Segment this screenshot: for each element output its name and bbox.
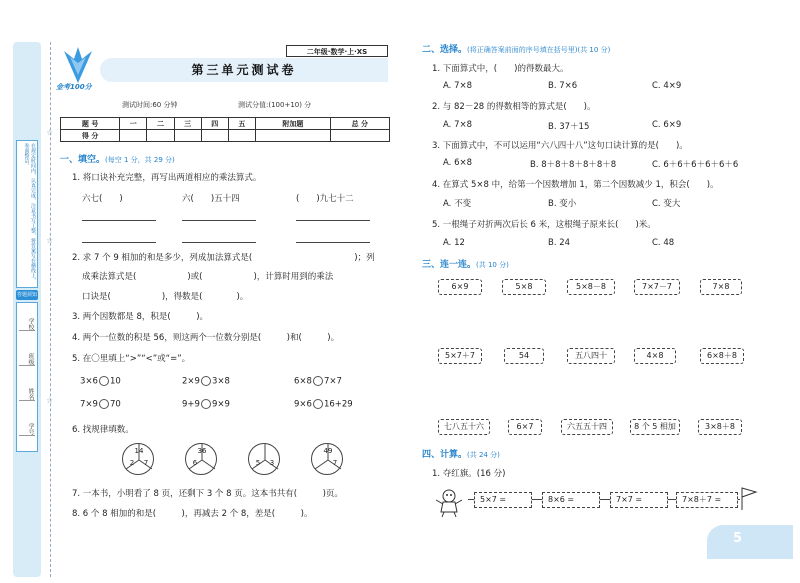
choice-q1: 1. 下面算式中，( )的得数最大。 <box>432 64 569 74</box>
calc-box[interactable]: 5×7 = <box>474 492 532 508</box>
q2-line2: 成乘法算式是( )或( )，计算时用到的乘法 <box>82 272 334 282</box>
match-box[interactable]: 六五五十四 <box>561 419 613 435</box>
option[interactable]: A. 12 <box>443 238 465 248</box>
match-box[interactable]: 8 个 5 相加 <box>630 419 680 435</box>
option[interactable]: C. 6×9 <box>652 120 682 130</box>
answer-line[interactable] <box>296 242 370 243</box>
q6-text: 6. 找规律填数。 <box>72 425 134 435</box>
score-cell[interactable] <box>201 130 228 142</box>
logo-text: 金考100分 <box>56 83 92 91</box>
test-time: 测试时间:60 分钟 <box>122 101 178 109</box>
choice-q4: 4. 在算式 5×8 中，给第一个因数增加 1，第二个因数减少 1，积会( )。 <box>432 180 719 190</box>
option[interactable]: B. 7×6 <box>548 81 578 91</box>
q1-item: ( )九七十二 <box>296 194 354 204</box>
match-box[interactable]: 7×8 <box>700 279 742 295</box>
q4-text: 4. 两个一位数的积是 56，则这两个一位数分别是( )和( )。 <box>72 333 340 343</box>
choice-q5: 5. 一根绳子对折两次后长 6 米，这根绳子原来长( )米。 <box>432 220 656 230</box>
pattern-wheel: 5 3 <box>248 443 280 475</box>
answer-line[interactable] <box>182 220 256 221</box>
match-box[interactable]: 6×7 <box>508 419 542 435</box>
option[interactable]: A. 7×8 <box>443 120 473 130</box>
section-sub: (每空 1 分，共 29 分) <box>105 156 175 164</box>
score-table <box>60 117 390 142</box>
section-sub: (将正确答案前面的序号填在括号里)(共 10 分) <box>467 46 611 54</box>
option[interactable]: B. 8＋8＋8＋8＋8＋8 <box>530 160 617 170</box>
section-title: 二、选择。 <box>422 45 468 55</box>
score-cell[interactable] <box>330 130 389 142</box>
sidebar-fields <box>16 302 38 452</box>
calc-q1: 1. 夺红旗。(16 分) <box>432 469 506 479</box>
table-header: 四 <box>201 118 228 130</box>
section-title: 三、连一连。 <box>422 260 477 270</box>
q1-item: 六七( ) <box>82 194 123 204</box>
table-header: 三 <box>174 118 201 130</box>
cut-line <box>50 42 51 577</box>
section-choice <box>422 42 610 55</box>
table-header: 总 分 <box>330 118 389 130</box>
calc-box[interactable]: 7×8＋7 = <box>676 492 738 508</box>
option[interactable]: A. 6×8 <box>443 158 473 168</box>
star-icon: ☆ <box>46 128 54 137</box>
match-box[interactable]: 6×8＋8 <box>700 348 744 364</box>
compare-item: 9×6 16+29 <box>294 399 353 410</box>
q1-text: 1. 将口诀补充完整，再写出两道相应的乘法算式。 <box>72 173 262 183</box>
pattern-wheel: 49 7 <box>311 443 343 475</box>
score-cell[interactable] <box>120 130 147 142</box>
option[interactable]: A. 不变 <box>443 199 472 209</box>
match-box[interactable]: 5×8 <box>502 279 546 295</box>
score-cell[interactable] <box>174 130 201 142</box>
field-name: 姓名 <box>19 388 35 401</box>
match-box[interactable]: 3×8＋8 <box>698 419 742 435</box>
table-row <box>61 118 390 130</box>
compare-circle[interactable] <box>313 376 323 386</box>
section-match <box>422 257 509 270</box>
option[interactable]: A. 7×8 <box>443 81 473 91</box>
calc-box[interactable]: 7×7 = <box>610 492 668 508</box>
answer-line[interactable] <box>182 242 256 243</box>
test-score: 测试分值:(100+10) 分 <box>238 101 312 109</box>
field-class: 班级 <box>19 353 35 366</box>
pattern-wheel: 36 6 <box>185 443 217 475</box>
match-box[interactable]: 6×9 <box>438 279 482 295</box>
choice-q2: 2. 与 82－28 的得数相等的算式是( )。 <box>432 102 596 112</box>
page-title: 第三单元测试卷 <box>191 63 297 77</box>
compare-item: 3×6 10 <box>80 376 121 387</box>
compare-circle[interactable] <box>201 376 211 386</box>
match-box[interactable]: 七八五十六 <box>438 419 490 435</box>
q8-text: 8. 6 个 8 相加的和是( )，再减去 2 个 8，差是( )。 <box>72 509 313 519</box>
q3-text: 3. 两个因数都是 8，积是( )。 <box>72 312 209 322</box>
flag-icon <box>740 486 758 510</box>
table-header: 一 <box>120 118 147 130</box>
table-header: 五 <box>228 118 255 130</box>
section-sub: (共 24 分) <box>467 451 500 459</box>
section-title: 四、计算。 <box>422 450 468 460</box>
choice-q3: 3. 下面算式中，不可以运用“六八四十八”这句口诀计算的是( )。 <box>432 141 688 151</box>
pattern-wheel: 14 2 7 <box>122 443 154 475</box>
answer-line[interactable] <box>296 220 370 221</box>
match-box[interactable]: 4×8 <box>634 348 676 364</box>
grade-tag: 二年级·数学·上·XS <box>286 45 388 57</box>
compare-circle[interactable] <box>313 399 323 409</box>
compare-circle[interactable] <box>201 399 211 409</box>
score-cell[interactable] <box>228 130 255 142</box>
option[interactable]: B. 37＋15 <box>548 122 590 132</box>
option[interactable]: C. 变大 <box>652 199 681 209</box>
section-fill-blank <box>60 152 175 165</box>
field-school: 学校 <box>19 318 35 331</box>
score-cell[interactable] <box>147 130 174 142</box>
match-box[interactable]: 5×7＋7 <box>438 348 482 364</box>
star-icon: ☆ <box>46 396 54 405</box>
answer-line[interactable] <box>82 242 156 243</box>
sidebar-tag: 答题须知 <box>16 292 37 298</box>
compare-item: 9+9 9×9 <box>182 399 230 410</box>
option[interactable]: C. 48 <box>652 238 675 248</box>
table-header: 附加题 <box>256 118 331 130</box>
table-header: 二 <box>147 118 174 130</box>
q2-line1: 2. 求 7 个 9 相加的和是多少，列成加法算式是( )；列 <box>72 253 375 263</box>
compare-circle[interactable] <box>99 376 109 386</box>
calc-box[interactable]: 8×6 = <box>542 492 600 508</box>
compare-item: 6×8 7×7 <box>294 376 342 387</box>
table-header: 题 号 <box>61 118 120 130</box>
section-title: 一、填空。 <box>60 155 106 165</box>
option[interactable]: B. 变小 <box>548 199 577 209</box>
compare-circle[interactable] <box>99 399 109 409</box>
field-number: 学号 <box>19 423 35 436</box>
compare-item: 7×9 70 <box>80 399 121 410</box>
option[interactable]: B. 24 <box>548 238 571 248</box>
q5-text: 5. 在〇里填上“>”“<”或“=”。 <box>72 354 191 364</box>
star-icon: ☆ <box>46 236 54 245</box>
option[interactable]: C. 4×9 <box>652 81 682 91</box>
q7-text: 7. 一本书，小明看了 8 页，还剩下 3 个 8 页。这本书共有( )页。 <box>72 489 343 499</box>
match-box[interactable]: 5×8－8 <box>567 279 615 295</box>
climber-icon <box>432 488 466 518</box>
section-sub: (共 10 分) <box>476 261 509 269</box>
section-calc <box>422 447 500 460</box>
match-box[interactable]: 五八四十 <box>567 348 615 364</box>
option[interactable]: C. 6＋6＋6＋6＋6＋6 <box>652 160 739 170</box>
compare-item: 2×9 3×8 <box>182 376 230 387</box>
table-row-label: 得 分 <box>61 130 120 142</box>
q2-line3: 口诀是( )，得数是( )。 <box>82 292 249 302</box>
table-row <box>61 130 390 142</box>
answer-line[interactable] <box>82 220 156 221</box>
match-box[interactable]: 54 <box>504 348 544 364</box>
score-cell[interactable] <box>256 130 331 142</box>
q1-item: 六( )五十四 <box>182 194 240 204</box>
sidebar-note: 在规定时间内，认真完成，注意书写工整，将答案写在横线上，卷面整洁。 <box>16 140 38 288</box>
page-number: 5 <box>707 525 793 559</box>
match-box[interactable]: 7×7－7 <box>634 279 680 295</box>
